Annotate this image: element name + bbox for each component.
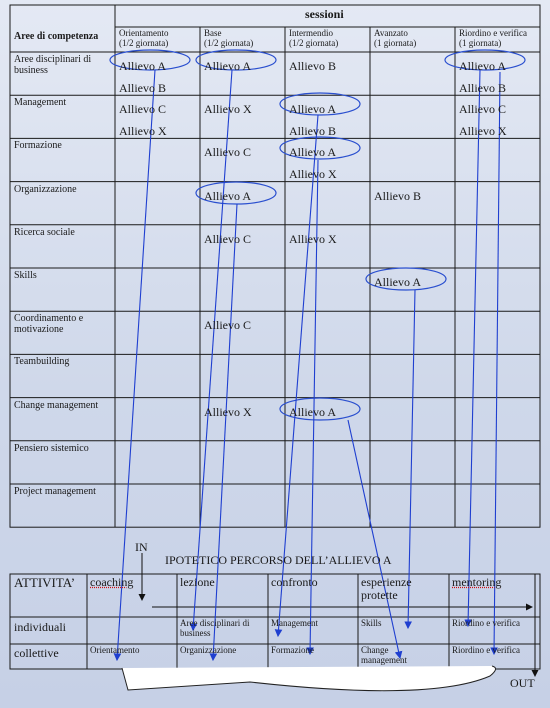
cell-1-2: Allievo A Allievo B	[289, 102, 336, 139]
cell-0-4: Allievo A Allievo B	[459, 59, 506, 95]
cell-5-3: Allievo A	[374, 275, 421, 289]
cell-8-1: Allievo X	[204, 404, 252, 419]
flow-title: IPOTETICO PERCORSO DELL’ALLIEVO A	[165, 553, 392, 567]
area-label-3: Organizzazione	[14, 183, 77, 195]
area-label-4: Ricerca sociale	[14, 226, 75, 238]
areas-header: Aree di competenza	[14, 31, 99, 42]
individuali-3: Skills	[361, 618, 382, 628]
cell-6-1: Allievo C	[204, 318, 251, 333]
session-header-4: Riordino e verifica (1 giornata)	[459, 28, 527, 48]
path-arrow-2	[213, 204, 237, 660]
individuali-2: Management	[271, 618, 318, 628]
in-label: IN	[135, 540, 148, 554]
session-header-0: Orientamento (1/2 giornata)	[119, 28, 169, 48]
cell-3-3: Allievo B	[374, 188, 421, 203]
area-label-2: Formazione	[14, 140, 62, 152]
return-loop-shape	[122, 666, 496, 691]
cell-1-0: Allievo C Allievo X	[119, 102, 167, 139]
area-label-8: Change management	[14, 399, 99, 411]
area-label-9: Pensiero sistemico	[14, 442, 89, 454]
activity-0: coaching	[90, 575, 134, 589]
path-arrow-0	[117, 70, 155, 660]
collettive-1: Organizzazione	[180, 645, 237, 655]
cell-0-2: Allievo B	[289, 59, 336, 73]
collettive-2: Formazione	[271, 645, 314, 655]
activity-4: mentoring	[452, 575, 502, 589]
area-label-5: Skills	[14, 270, 37, 281]
cell-1-1: Allievo X	[204, 102, 252, 117]
session-header-3: Avanzato (1 giornata)	[374, 28, 417, 48]
area-label-1: Management	[14, 97, 67, 109]
area-label-10: Project management	[14, 486, 96, 497]
cell-3-1: Allievo A	[204, 188, 251, 203]
activity-3: esperienze protette	[361, 575, 412, 603]
collettive-0: Orientamento	[90, 645, 140, 655]
cell-4-2: Allievo X	[289, 231, 337, 246]
session-header-1: Base (1/2 giornata)	[204, 28, 254, 48]
flow-row-label-individuali: individuali	[14, 620, 66, 634]
cell-2-2: Allievo A Allievo X	[289, 145, 337, 182]
individuali-4: Riordino e verifica	[452, 618, 520, 628]
flow-row-label-collettive: collettive	[14, 646, 59, 660]
cell-0-1: Allievo A	[204, 59, 251, 73]
session-header-2: Intermendio (1/2 giornata)	[289, 28, 339, 48]
collettive-4: Riordino e verifica	[452, 645, 520, 655]
path-arrow-7	[468, 70, 480, 626]
area-label-0: Aree disciplinari di business	[14, 54, 92, 76]
flow-row-label-attivita: ATTIVITA’	[14, 575, 76, 590]
area-label-7: Teambuilding	[14, 356, 70, 368]
path-arrow-8	[494, 72, 500, 654]
sessions-title: sessioni	[305, 7, 344, 21]
cell-1-4: Allievo C Allievo X	[459, 102, 507, 139]
individuali-1: Aree disciplinari di business	[180, 618, 250, 638]
activity-1: lezione	[180, 575, 215, 589]
cell-4-1: Allievo C	[204, 231, 251, 246]
collettive-3: Change management	[361, 645, 407, 665]
activity-2: confronto	[271, 575, 318, 589]
cell-2-1: Allievo C	[204, 145, 251, 160]
cell-8-2: Allievo A	[289, 404, 336, 419]
cell-0-0: Allievo A Allievo B	[119, 59, 166, 95]
area-label-6: Coordinamento e motivazione	[14, 313, 84, 336]
out-label: OUT	[510, 676, 535, 690]
